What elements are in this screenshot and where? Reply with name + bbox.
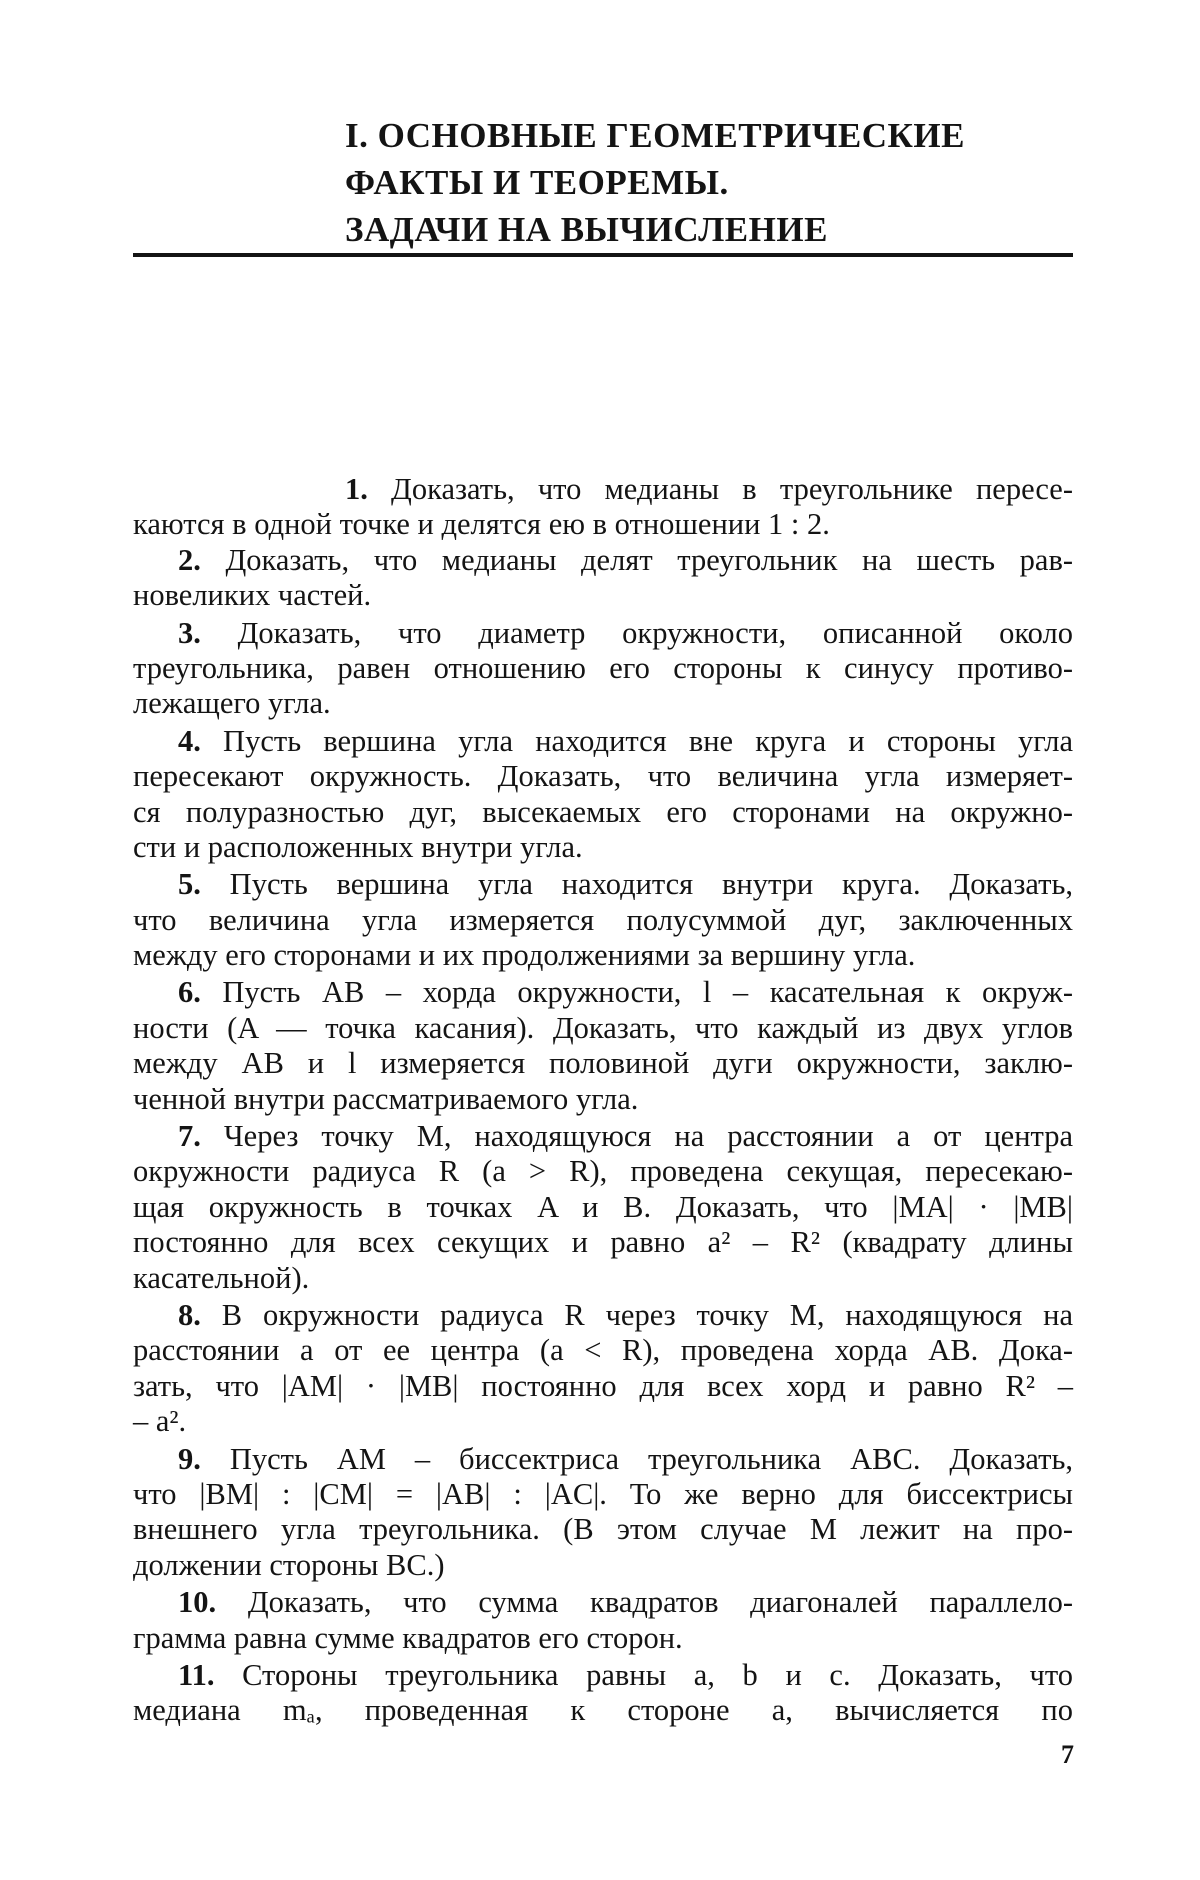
problem-line: ченной внутри рассматриваемого угла.	[133, 1081, 639, 1116]
problem-4	[133, 724, 1073, 866]
problem-line: внешнего угла треугольника. (В этом случае M лежит на про-	[133, 1512, 1073, 1547]
problem-line: медиана mₐ, проведенная к стороне a, вычисляется по	[133, 1693, 1073, 1728]
problem-line: что величина угла измеряется полусуммой дуг, заключенных	[133, 902, 1073, 937]
problem-text: Доказать, что сумма квадратов диагоналей параллело-	[247, 1585, 1074, 1620]
problem-line: сти и расположенных внутри угла.	[133, 829, 583, 864]
problem-7	[133, 1119, 1073, 1296]
problem-line	[133, 1298, 1073, 1333]
problem-line	[133, 543, 1073, 578]
problem-line: ности (A — точка касания). Доказать, что каждый из двух углов	[133, 1010, 1073, 1045]
problem-number: 8.	[178, 1297, 201, 1332]
problem-line: расстоянии a от ее центра (a < R), проведена хорда AB. Дока-	[133, 1333, 1073, 1368]
problem-2	[133, 543, 1073, 614]
problem-line: что |BM| : |CM| = |AB| : |AC|. То же верно для биссектрисы	[133, 1476, 1073, 1511]
problem-line: постоянно для всех секущих и равно a² – R² (квадрату длины	[133, 1225, 1073, 1260]
problem-line	[133, 1442, 1073, 1477]
problem-line: грамма равна сумме квадратов его сторон.	[133, 1620, 683, 1655]
problem-line	[133, 867, 1073, 902]
problem-number: 1.	[345, 472, 368, 506]
problem-text: Пусть вершина угла находится вне круга и стороны угла	[223, 723, 1074, 758]
chapter-title-line: I. ОСНОВНЫЕ ГЕОМЕТРИЧЕСКИЕ	[345, 116, 965, 155]
problem-line	[133, 1658, 1073, 1693]
problem-line: новеликих частей.	[133, 578, 372, 613]
problem-text: Пусть AM – биссектриса треугольника ABC. Доказать,	[229, 1441, 1073, 1476]
problem-number: 7.	[178, 1119, 201, 1154]
problem-number: 11.	[178, 1657, 215, 1692]
problem-line	[133, 1585, 1073, 1620]
problem-line: каются в одной точке и делятся ею в отношении 1 : 2.	[133, 507, 830, 542]
problem-text: Доказать, что медианы в треугольнике пересе-	[391, 472, 1073, 506]
problem-line: между AB и l измеряется половиной дуги окружности, заклю-	[133, 1046, 1073, 1081]
problem-number: 6.	[178, 975, 201, 1010]
title-rule	[133, 253, 1073, 257]
problem-line: между его сторонами и их продолжениями за вершину угла.	[133, 938, 916, 973]
chapter-title-line: ЗАДАЧИ НА ВЫЧИСЛЕНИЕ	[345, 210, 828, 249]
problem-text: Доказать, что диаметр окружности, описанной около	[237, 615, 1074, 650]
problem-11	[133, 1658, 1073, 1729]
problem-list	[133, 472, 1073, 1729]
problem-10	[133, 1585, 1073, 1656]
problem-number: 10.	[178, 1585, 217, 1620]
problem-text: Через точку M, находящуюся на расстоянии a от центра	[223, 1119, 1074, 1154]
problem-line: треугольника, равен отношению его стороны к синусу противо-	[133, 650, 1073, 685]
problem-line: пересекают окружность. Доказать, что величина угла измеряет-	[133, 759, 1073, 794]
problem-line: зать, что |AM| · |MB| постоянно для всех хорд и равно R² –	[133, 1368, 1073, 1403]
page-number: 7	[1061, 1740, 1074, 1769]
problem-text: Стороны треугольника равны a, b и c. Доказать, что	[242, 1657, 1074, 1692]
problem-text: Доказать, что медианы делят треугольник на шесть рав-	[225, 542, 1074, 577]
chapter-title	[345, 112, 1085, 253]
problem-5	[133, 867, 1073, 973]
problem-line: ся полуразностью дуг, высекаемых его сторонами на окружно-	[133, 794, 1073, 829]
problem-number: 5.	[178, 867, 201, 902]
problem-line: щая окружность в точках A и B. Доказать, что |MA| · |MB|	[133, 1189, 1073, 1224]
problem-line: должении стороны BC.)	[133, 1547, 445, 1582]
problem-9	[133, 1442, 1073, 1584]
problem-line	[133, 616, 1073, 651]
problem-number: 2.	[178, 542, 201, 577]
problem-text: В окружности радиуса R через точку M, находящуюся на	[221, 1297, 1074, 1332]
problem-3	[133, 616, 1073, 722]
problem-line: окружности радиуса R (a > R), проведена секущая, пересекаю-	[133, 1154, 1073, 1189]
problem-line	[133, 472, 1073, 507]
problem-line: – a².	[133, 1404, 187, 1439]
problem-text: Пусть AB – хорда окружности, l – касательная к окруж-	[222, 975, 1073, 1010]
problem-6	[133, 975, 1073, 1117]
problem-number: 4.	[178, 723, 201, 758]
problem-line	[133, 975, 1073, 1010]
problem-number: 9.	[178, 1441, 201, 1476]
problem-line	[133, 724, 1073, 759]
problem-number: 3.	[178, 615, 201, 650]
problem-1	[133, 472, 1073, 543]
chapter-title-line: ФАКТЫ И ТЕОРЕМЫ.	[345, 163, 729, 202]
problem-line: лежащего угла.	[133, 686, 331, 721]
problem-line: касательной).	[133, 1260, 310, 1295]
problem-line	[133, 1119, 1073, 1154]
problem-8	[133, 1298, 1073, 1440]
problem-text: Пусть вершина угла находится внутри круга. Доказать,	[229, 867, 1073, 902]
